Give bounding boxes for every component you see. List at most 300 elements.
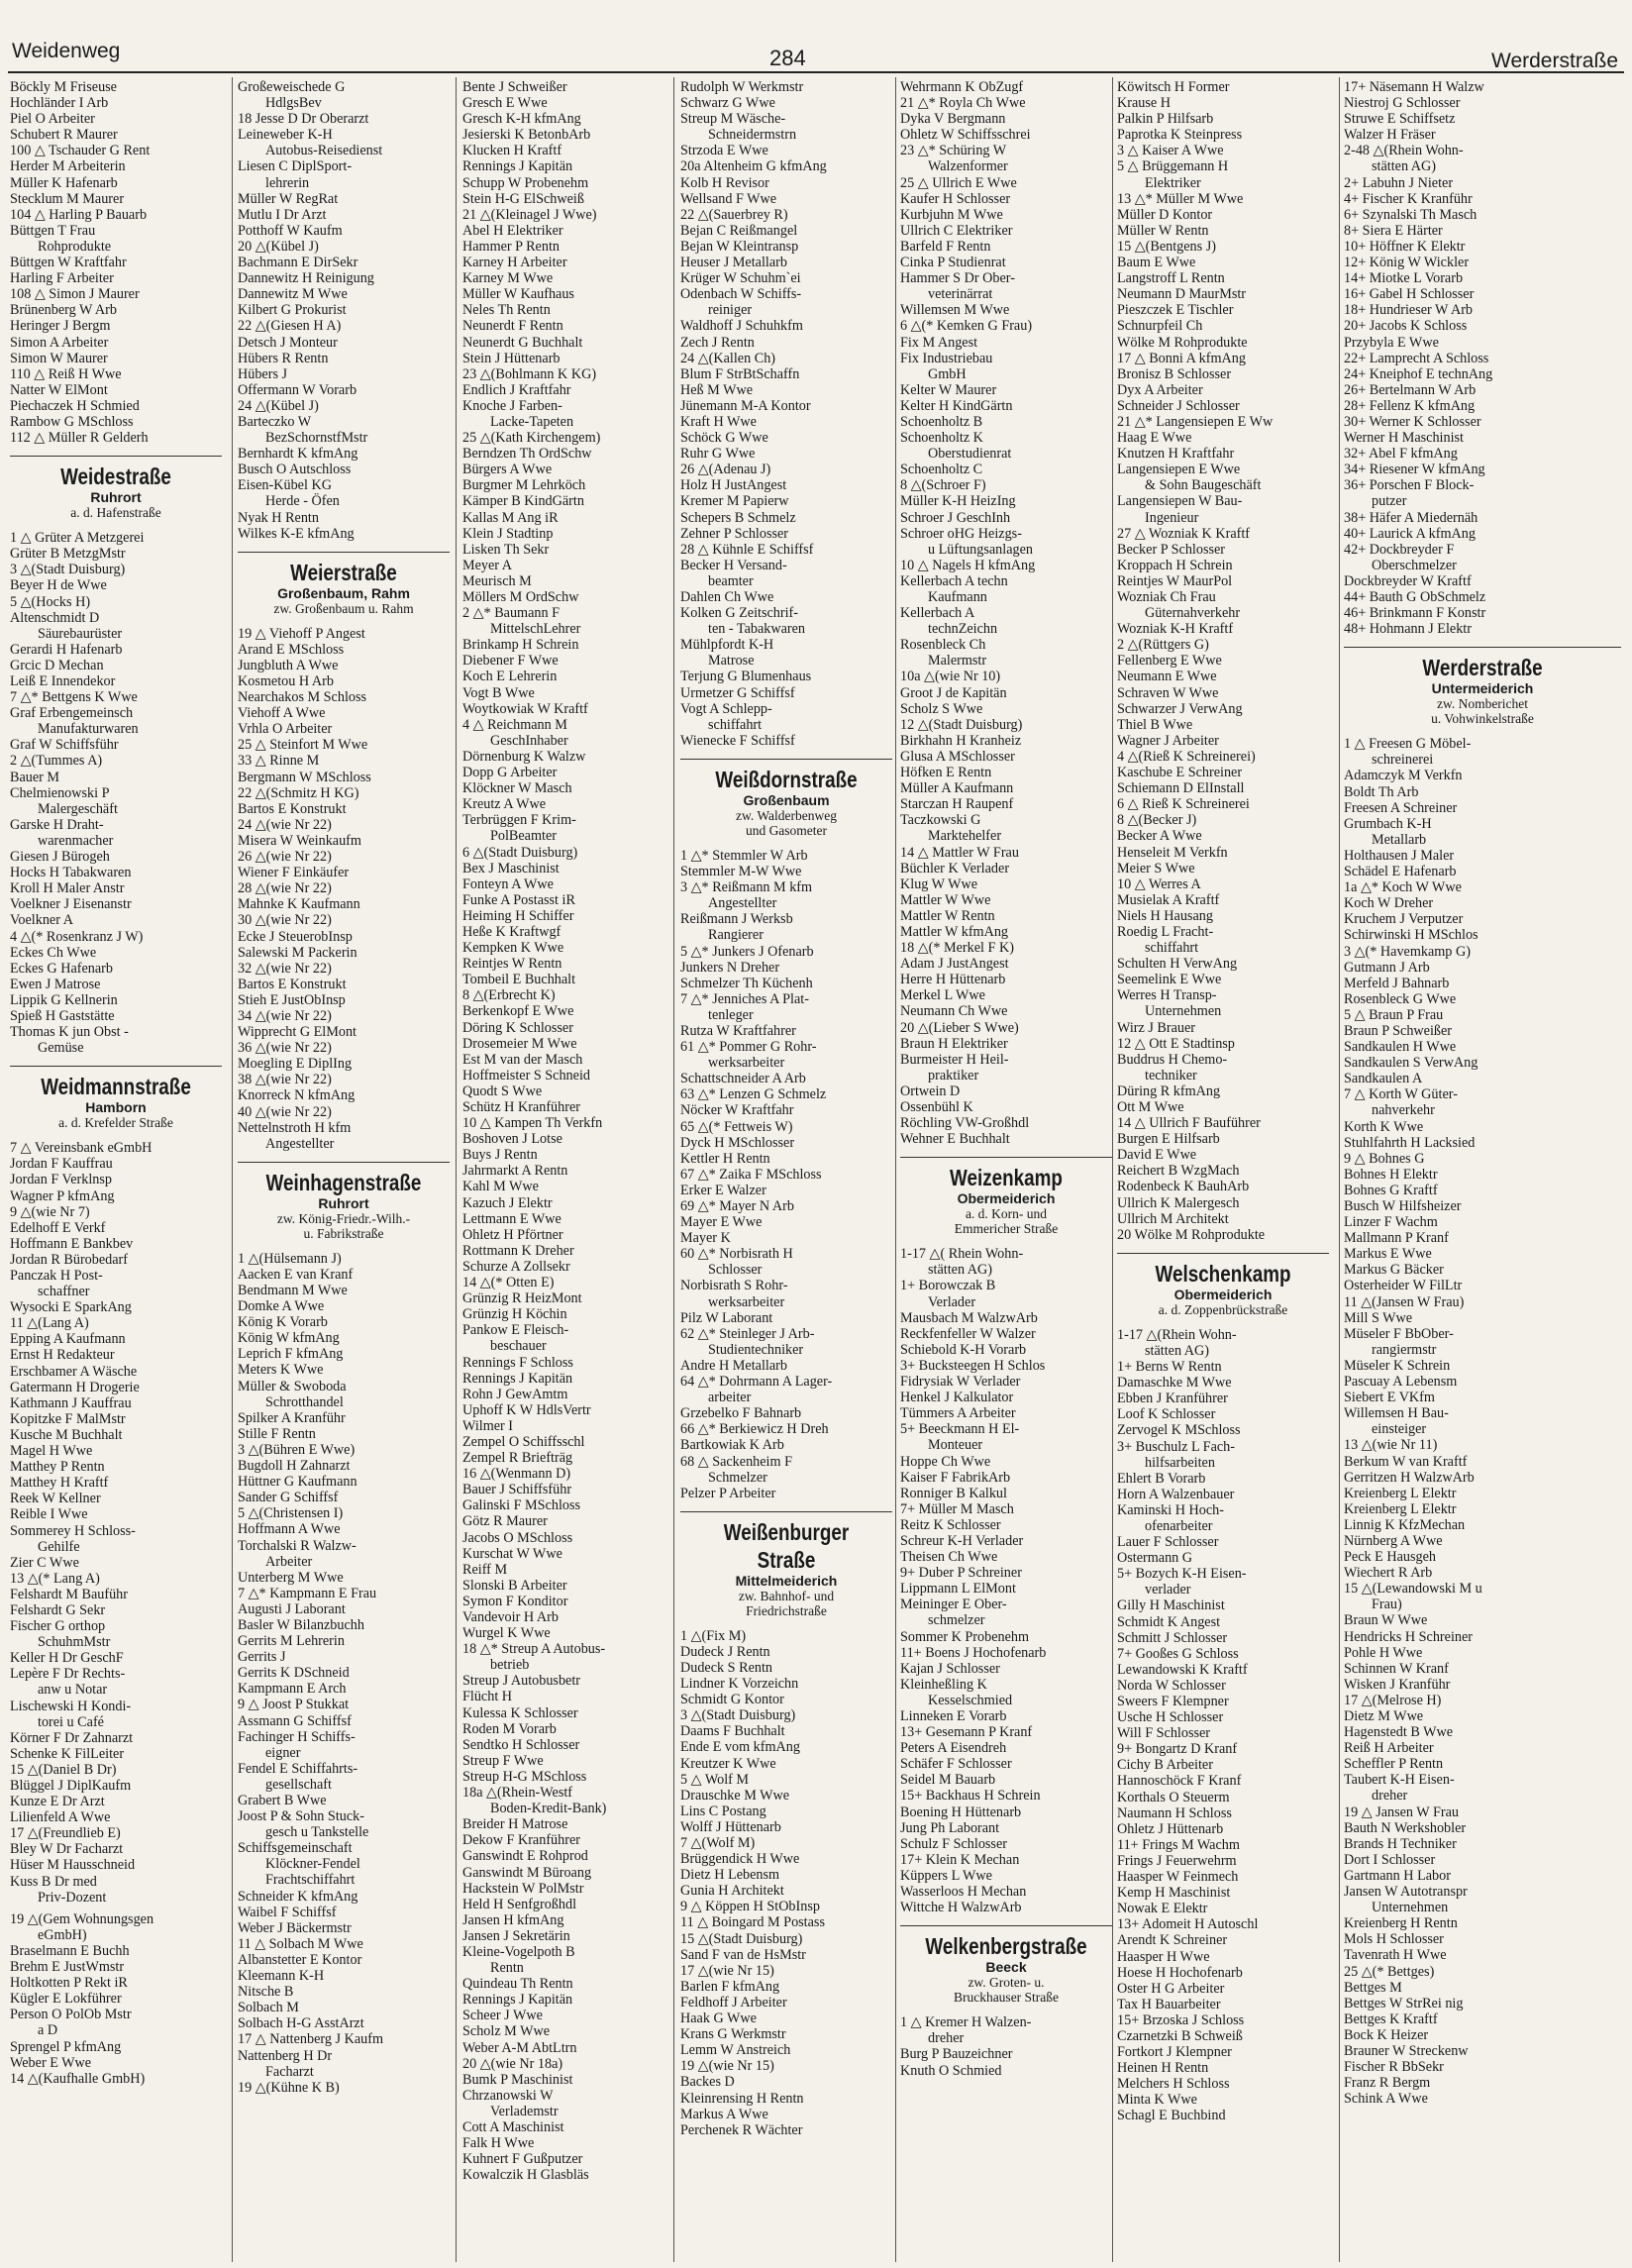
directory-entry: Bürgers A Wwe <box>462 462 553 478</box>
directory-entry: Merkel L Wwe <box>900 987 985 1004</box>
directory-entry: anw u Notar <box>38 1682 108 1699</box>
directory-entry: Markus G Bäcker <box>1344 1262 1444 1279</box>
directory-entry: Bernhardt K kfmAng <box>238 446 358 463</box>
directory-entry: 1 △ Grüter A Metzgerei <box>10 530 145 547</box>
directory-entry: Est M van der Masch <box>462 1051 583 1068</box>
street-heading <box>900 1157 1112 1242</box>
directory-entry: Knutzen H Kraftfahr <box>1117 446 1235 463</box>
directory-entry: Domke A Wwe <box>238 1298 325 1315</box>
directory-entry: Hackstein W PolMstr <box>462 1880 584 1897</box>
directory-entry: Großeweischede G <box>238 79 346 95</box>
running-head-left: Weidenweg <box>12 40 121 62</box>
directory-entry: Schiemann D ElInstall <box>1117 780 1245 797</box>
directory-entry: Bettges K Kraftf <box>1344 2010 1438 2027</box>
directory-entry: Bendmann M Wwe <box>238 1283 348 1298</box>
directory-entry: Felshardt M Bauführ <box>10 1586 129 1602</box>
directory-entry: Hammer S Dr Ober- <box>900 270 1015 287</box>
directory-entry: 13+ Gesemann P Kranf <box>900 1724 1033 1741</box>
directory-entry: Gunia H Architekt <box>680 1883 784 1900</box>
directory-entry: Schiebold K-H Vorarb <box>900 1341 1027 1358</box>
directory-entry: Kleine-Vogelpoth B <box>462 1943 575 1960</box>
directory-entry: Schulz F Schlosser <box>900 1835 1007 1852</box>
directory-entry: Neumann Ch Wwe <box>900 1003 1008 1020</box>
directory-entry: 5+ Beeckmann H El- <box>900 1421 1020 1438</box>
directory-entry: Voelkner A <box>10 912 73 929</box>
street-location: zw. Bahnhof- und <box>738 1588 835 1603</box>
directory-entry: 42+ Dockbreyder F <box>1344 541 1455 558</box>
directory-entry: 38+ Häfer A Miedernäh <box>1344 509 1479 526</box>
directory-entry: 13 △(wie Nr 11) <box>1344 1437 1438 1454</box>
directory-entry: Boldt Th Arb <box>1344 783 1419 800</box>
street-name: Welkenbergstraße <box>925 1933 1087 1960</box>
directory-entry: 100 △ Tschauder G Rent <box>10 143 151 159</box>
directory-entry: Krause H <box>1117 95 1171 112</box>
directory-entry: Knuth O Schmied <box>900 2062 1002 2079</box>
directory-entry: Nyak H Rentn <box>238 509 319 526</box>
directory-entry: Marktehelfer <box>928 828 1002 845</box>
directory-entry: nahverkehr <box>1372 1102 1435 1119</box>
column-divider <box>673 77 674 2262</box>
directory-entry: Terbrüggen F Krim- <box>462 812 576 829</box>
directory-entry: Franz R Bergm <box>1344 2075 1431 2092</box>
directory-entry: 1 △(Fix M) <box>680 1627 747 1644</box>
directory-entry: Kulessa K Schlosser <box>462 1704 578 1721</box>
directory-entry: Rennings J Kapitän <box>462 158 573 175</box>
directory-entry: Rennings J Kapitän <box>462 1992 573 2009</box>
directory-entry: Büchler K Verlader <box>900 860 1010 876</box>
directory-entry: Roedig L Fracht- <box>1117 923 1214 940</box>
directory-entry: Andre H Metallarb <box>680 1357 787 1374</box>
directory-entry: Burgen E Hilfsarb <box>1117 1131 1220 1148</box>
directory-entry: Rangierer <box>708 927 764 944</box>
directory-entry: Bugdoll H Zahnarzt <box>238 1458 351 1475</box>
directory-entry: GeschInhaber <box>490 732 568 749</box>
directory-entry: Wilkes K-E kfmAng <box>238 525 355 542</box>
directory-entry: Kleinrensing H Rentn <box>680 2090 804 2107</box>
directory-entry: Lepère F Dr Rechts- <box>10 1666 126 1683</box>
directory-entry: Glusa A MSchlosser <box>900 748 1015 765</box>
directory-entry: 18+ Hundrieser W Arb <box>1344 302 1474 319</box>
directory-entry: Kowalczik H Glasbläs <box>462 2167 589 2184</box>
directory-entry: Grünzig R HeizMont <box>462 1290 582 1307</box>
directory-entry: Kreienberg L Elektr <box>1344 1485 1457 1501</box>
directory-entry: 11+ Frings M Wachm <box>1117 1836 1240 1853</box>
directory-entry: Jesierski K BetonbArb <box>462 127 591 144</box>
directory-entry: Köwitsch H Former <box>1117 79 1230 95</box>
directory-entry: Hoese H Hochofenarb <box>1117 1964 1243 1981</box>
directory-entry: rangiermstr <box>1372 1341 1437 1358</box>
directory-entry: 11 △(Lang A) <box>10 1315 89 1332</box>
directory-entry: Kettler H Rentn <box>680 1150 770 1167</box>
directory-entry: Schiffsgemeinschaft <box>238 1840 353 1857</box>
directory-entry: Kopitzke F MalMstr <box>10 1410 126 1427</box>
directory-entry: Gerrits M Lehrerin <box>238 1633 345 1650</box>
directory-entry: Müller D Kontor <box>1117 206 1213 223</box>
directory-entry: Jansen J Sekretärin <box>462 1927 570 1944</box>
street-location: Emmericher Straße <box>954 1221 1059 1237</box>
directory-entry: Detsch J Monteur <box>238 334 338 351</box>
directory-entry: Kreienberg L Elektr <box>1344 1500 1457 1517</box>
directory-entry: 10 △ Werres A <box>1117 876 1201 892</box>
directory-entry: 17 △ Nattenberg J Kaufm <box>238 2031 383 2048</box>
directory-entry: Weber E Wwe <box>10 2054 92 2071</box>
directory-entry: Schirwinski H MSchlos <box>1344 927 1479 944</box>
directory-entry: Dort I Schlosser <box>1344 1851 1436 1868</box>
district-name: Ruhrort <box>318 1195 369 1211</box>
directory-entry: Quindeau Th Rentn <box>462 1976 573 1993</box>
directory-entry: Dudeck S Rentn <box>680 1659 772 1676</box>
directory-entry: Erker E Walzer <box>680 1182 766 1198</box>
directory-entry: Matthey P Rentn <box>10 1459 105 1476</box>
directory-entry: Stemmler M-W Wwe <box>680 864 802 880</box>
directory-entry: 13 △(* Lang A) <box>10 1570 100 1587</box>
directory-entry: 25 △(Kath Kirchengem) <box>462 430 601 447</box>
directory-entry: eigner <box>265 1744 301 1761</box>
directory-entry: Zech J Rentn <box>680 334 755 351</box>
district-name: Obermeiderich <box>1173 1287 1273 1302</box>
directory-entry: Ewen J Matrose <box>10 976 101 992</box>
directory-entry: Tümmers A Arbeiter <box>900 1405 1016 1422</box>
directory-entry: 1-17 △( Rhein Wohn- <box>900 1246 1024 1263</box>
directory-entry: Röchling VW-Großhdl <box>900 1115 1030 1132</box>
directory-entry: Malermstr <box>928 653 987 670</box>
directory-entry: Malergeschäft <box>38 800 118 817</box>
directory-entry: Lins C Postang <box>680 1803 766 1819</box>
directory-entry: Blum F StrBtSchaffn <box>680 365 800 382</box>
directory-entry: Rottmann K Dreher <box>462 1242 574 1259</box>
street-name: Weidestraße <box>60 464 171 490</box>
directory-entry: Harling F Arbeiter <box>10 270 114 287</box>
directory-entry: 7 △* Jenniches A Plat- <box>680 990 809 1007</box>
directory-entry: Müller W RegRat <box>238 190 339 207</box>
street-location: a. d. Hafenstraße <box>70 505 161 521</box>
directory-entry: Leiß E Innendekor <box>10 673 116 689</box>
directory-entry: a D <box>38 2022 58 2039</box>
directory-entry: Siebert E VKfm <box>1344 1390 1435 1406</box>
directory-entry: 17 △ Bonni A kfmAng <box>1117 350 1246 366</box>
directory-entry: Assmann G Schiffsf <box>238 1712 352 1729</box>
directory-entry: 5+ Bozych K-H Eisen- <box>1117 1566 1247 1583</box>
directory-entry: Klug W Wwe <box>900 876 978 892</box>
directory-entry: 5 △(Christensen I) <box>238 1505 344 1522</box>
directory-entry: Güternahverkehr <box>1145 605 1241 622</box>
directory-entry: Henkel J Kalkulator <box>900 1390 1014 1406</box>
directory-entry: 18a △(Rhein-Westf <box>462 1785 573 1802</box>
directory-entry: Gresch E Wwe <box>462 95 548 112</box>
district-name: Beeck <box>985 1960 1027 1976</box>
directory-entry: 10 △ Nagels H kfmAng <box>900 557 1036 573</box>
directory-entry: Bock K Heizer <box>1344 2026 1429 2043</box>
directory-entry: Jünemann M-A Kontor <box>680 397 811 414</box>
directory-entry: 21 △* Langensiepen E Ww <box>1117 413 1274 430</box>
street-name: Weinhagenstraße <box>265 1169 422 1195</box>
directory-entry: Gerritzen H WalzwArb <box>1344 1469 1475 1486</box>
directory-entry: Rodenbeck K BauhArb <box>1117 1179 1250 1195</box>
directory-entry: Freesen A Schreiner <box>1344 799 1458 816</box>
directory-entry: Knoche J Farben- <box>462 397 562 414</box>
directory-entry: Hannoschöck F Kranf <box>1117 1773 1242 1790</box>
directory-entry: Fischer R BbSekr <box>1344 2059 1444 2076</box>
directory-entry: Karney H Arbeiter <box>462 255 567 271</box>
directory-entry: 67 △* Zaika F MSchloss <box>680 1166 822 1183</box>
directory-entry: Schoenholtz C <box>900 462 983 478</box>
directory-entry: Rentn <box>490 1960 524 1977</box>
directory-entry: SchuhmMstr <box>38 1634 111 1651</box>
directory-entry: Frau) <box>1372 1597 1402 1613</box>
street-location: zw. Nomberichet <box>1436 696 1529 712</box>
directory-entry: Kremer M Papierw <box>680 493 789 510</box>
directory-entry: 17+ Klein K Mechan <box>900 1851 1020 1868</box>
directory-entry: 17 △(Melrose H) <box>1344 1692 1442 1708</box>
street-location: zw. Groten- u. <box>968 1975 1045 1991</box>
directory-entry: arbeiter <box>708 1390 752 1406</box>
directory-entry: 22 △(Schmitz H KG) <box>238 784 359 801</box>
directory-entry: Offermann W Vorarb <box>238 381 357 398</box>
directory-entry: Ostermann G <box>1117 1550 1193 1567</box>
directory-entry: Reitz K Schlosser <box>900 1516 1001 1533</box>
directory-entry: Mallmann P Kranf <box>1344 1230 1449 1247</box>
directory-entry: Kathmann J Kauffrau <box>10 1394 132 1411</box>
directory-entry: 17 △(Freundlieb E) <box>10 1825 121 1842</box>
directory-entry: Ohletz W Schiffsschrei <box>900 127 1031 144</box>
street-name: Weizenkamp <box>950 1165 1063 1191</box>
directory-entry: 4 △(Rieß K Schreinerei) <box>1117 748 1256 765</box>
directory-entry: 7 △* Bettgens K Wwe <box>10 689 138 706</box>
directory-entry: u Lüftungsanlagen <box>928 541 1033 558</box>
directory-entry: lehrerin <box>265 174 310 191</box>
directory-entry: Person O PolOb Mstr <box>10 2007 132 2023</box>
directory-entry: Boden-Kredit-Bank) <box>490 1801 607 1817</box>
directory-entry: putzer <box>1372 493 1407 510</box>
directory-entry: Linnig K KfzMechan <box>1344 1516 1466 1533</box>
street-heading <box>1117 1253 1329 1323</box>
directory-entry: Theisen Ch Wwe <box>900 1549 998 1566</box>
district-name: Ruhrort <box>90 490 142 506</box>
directory-entry: Kügler E Lokführer <box>10 1991 122 2008</box>
directory-entry: Pohle H Wwe <box>1344 1644 1423 1661</box>
street-name: Welschenkamp <box>1155 1260 1291 1287</box>
directory-entry: Boshoven J Lotse <box>462 1131 562 1148</box>
directory-entry: Büttgen T Frau <box>10 222 96 239</box>
directory-entry: Jansen H kfmAng <box>462 1911 564 1928</box>
directory-entry: Bettges W StrRei nig <box>1344 1995 1464 2011</box>
street-location: a. d. Zoppenbrückstraße <box>1158 1301 1288 1317</box>
directory-entry: Markus E Wwe <box>1344 1246 1432 1263</box>
directory-entry: Fix Industriebau <box>900 350 993 366</box>
directory-entry: Rosenbleck Ch <box>900 637 986 654</box>
column-divider <box>895 77 896 2262</box>
street-name: Werderstraße <box>1422 655 1543 681</box>
directory-entry: Unternehmen <box>1372 1900 1449 1916</box>
directory-entry: Solbach M <box>238 2000 299 2016</box>
directory-entry: Gatermann H Drogerie <box>10 1379 140 1395</box>
directory-entry: Metallarb <box>1372 831 1427 848</box>
directory-entry: 36+ Porschen F Block- <box>1344 477 1475 494</box>
directory-entry: Edelhoff E Verkf <box>10 1219 106 1236</box>
directory-entry: Arand E MSchloss <box>238 641 345 658</box>
directory-entry: Drauschke M Wwe <box>680 1787 790 1804</box>
directory-entry: Gresch K-H kfmAng <box>462 111 581 128</box>
directory-entry: 32 △(wie Nr 22) <box>238 960 332 977</box>
street-name: Weißdornstraße <box>715 766 858 792</box>
directory-entry: Heinen H Rentn <box>1117 2060 1209 2077</box>
directory-entry: Przybyla E Wwe <box>1344 334 1439 351</box>
directory-entry: Kaufmann <box>928 589 987 605</box>
directory-entry: Czarnetzki B Schweiß <box>1117 2027 1243 2044</box>
directory-entry: 14 △(* Otten E) <box>462 1275 555 1291</box>
directory-entry: beamter <box>708 572 754 589</box>
directory-entry: Schurze A Zollsekr <box>462 1258 570 1275</box>
directory-entry: Dannewitz H Reinigung <box>238 270 374 287</box>
directory-entry: 13+ Adomeit H Autoschl <box>1117 1916 1259 1933</box>
directory-entry: Osterheider W FilLtr <box>1344 1278 1463 1294</box>
directory-entry: Schroer oHG Heizgs- <box>900 525 1022 542</box>
directory-entry: beschauer <box>490 1338 547 1355</box>
directory-entry: Hoffmeister S Schneid <box>462 1067 590 1083</box>
directory-entry: Mühlpfordt K-H <box>680 637 774 654</box>
directory-entry: tenleger <box>708 1006 754 1023</box>
directory-entry: Markus A Wwe <box>680 2106 768 2122</box>
directory-entry: 1a △* Koch W Wwe <box>1344 879 1462 896</box>
directory-entry: Rosenbleck G Wwe <box>1344 990 1457 1007</box>
directory-entry: Bohnes H Elektr <box>1344 1166 1438 1183</box>
directory-entry: Dietz H Lebensm <box>680 1867 780 1884</box>
directory-entry: Berndzen Th OrdSchw <box>462 446 592 463</box>
directory-entry: Rudolph W Werkmstr <box>680 79 804 95</box>
directory-entry: Ganswindt E Rohprod <box>462 1848 588 1865</box>
directory-entry: Busch W Hilfsheizer <box>1344 1198 1462 1214</box>
directory-entry: 17 △(wie Nr 15) <box>680 1962 774 1979</box>
directory-entry: eGmbH) <box>38 1926 87 1943</box>
directory-entry: dreher <box>928 2030 965 2047</box>
directory-entry: Schwarz G Wwe <box>680 95 775 112</box>
directory-entry: 48+ Hohmann J Elektr <box>1344 621 1472 638</box>
directory-entry: Mill S Wwe <box>1344 1309 1413 1326</box>
directory-entry: veterinärrat <box>928 286 993 303</box>
district-name: Hamborn <box>85 1100 147 1116</box>
directory-entry: 3 △(* Havemkamp G) <box>1344 943 1471 960</box>
directory-entry: Autobus-Reisedienst <box>265 143 383 159</box>
directory-entry: Stein H-G ElSchweiß <box>462 190 584 207</box>
directory-entry: Hochländer I Arb <box>10 95 109 112</box>
directory-entry: Heß M Wwe <box>680 381 754 398</box>
directory-entry: Lemm W Anstreich <box>680 2042 791 2059</box>
directory-entry: Albanstetter E Kontor <box>238 1951 362 1968</box>
directory-entry: Schneidermstrn <box>708 127 797 144</box>
directory-entry: Buddrus H Chemo- <box>1117 1051 1228 1068</box>
directory-entry: 10 △ Kampen Th Verkfn <box>462 1115 603 1132</box>
directory-entry: Will F Schlosser <box>1117 1725 1211 1742</box>
directory-entry: Becker H Versand- <box>680 557 787 573</box>
directory-entry: Dörnenburg K Walzw <box>462 748 586 765</box>
directory-entry: 21 △(Kleinagel J Wwe) <box>462 206 597 223</box>
directory-entry: Facharzt <box>265 2063 314 2080</box>
directory-entry: Erschbamer A Wäsche <box>10 1363 138 1380</box>
directory-entry: Bente J Schweißer <box>462 79 567 95</box>
directory-entry: 3 △ Kaiser A Wwe <box>1117 143 1224 159</box>
directory-entry: Gerrits K DSchneid <box>238 1665 350 1682</box>
directory-entry: 1-17 △(Rhein Wohn- <box>1117 1326 1237 1343</box>
directory-entry: Haak G Wwe <box>680 2010 757 2027</box>
header-rule <box>8 71 1624 73</box>
directory-entry: Dietz M Wwe <box>1344 1708 1424 1724</box>
directory-entry: 40+ Laurick A kfmAng <box>1344 525 1476 542</box>
directory-entry: 11+ Boens J Hochofenarb <box>900 1644 1047 1661</box>
directory-entry: Sommer K Probenehm <box>900 1628 1030 1645</box>
directory-entry: Grabert B Wwe <box>238 1793 327 1808</box>
directory-entry: 26+ Bertelmann W Arb <box>1344 381 1477 398</box>
directory-entry: Dockbreyder W Kraftf <box>1344 572 1472 589</box>
directory-entry: 15+ Backhaus H Schrein <box>900 1788 1041 1804</box>
directory-entry: 30 △(wie Nr 22) <box>238 912 332 929</box>
page-header <box>0 0 1632 72</box>
directory-entry: Becker P Schlosser <box>1117 541 1226 558</box>
directory-entry: Müller K Hafenarb <box>10 174 118 191</box>
directory-entry: Linzer F Wachm <box>1344 1214 1438 1231</box>
directory-entry: 5 △ Wolf M <box>680 1771 750 1788</box>
directory-entry: Werner H Maschinist <box>1344 430 1464 447</box>
street-location: a. d. Krefelder Straße <box>58 1115 173 1131</box>
directory-entry: Kaiser F FabrikArb <box>900 1469 1011 1486</box>
directory-entry: Bauer J Schiffsführ <box>462 1482 572 1498</box>
directory-entry: Oberschmelzer <box>1372 557 1457 573</box>
directory-entry: 3 △* Reißmann M kfm <box>680 879 813 896</box>
directory-entry: 69 △* Mayer N Arb <box>680 1198 794 1214</box>
directory-entry: 16+ Gabel H Schlosser <box>1344 286 1475 303</box>
directory-entry: Schöck G Wwe <box>680 430 768 447</box>
district-name: Großenbaum, Rahm <box>277 585 410 601</box>
directory-entry: Struwe E Schiffsetz <box>1344 111 1456 128</box>
directory-entry: Bartos E Konstrukt <box>238 800 347 817</box>
directory-entry: Lippik G Kellnerin <box>10 991 118 1008</box>
directory-entry: 33 △ Rinne M <box>238 753 320 770</box>
directory-entry: Wozniak Ch Frau <box>1117 589 1216 605</box>
directory-entry: Döring K Schlosser <box>462 1019 573 1036</box>
directory-entry: 68 △ Sackenheim F <box>680 1453 792 1470</box>
directory-entry: Verlademstr <box>490 2103 559 2119</box>
directory-entry: Schupp W Probenehm <box>462 174 589 191</box>
street-location: und Gasometer <box>745 822 828 838</box>
directory-entry: Wagner P kfmAng <box>10 1187 115 1204</box>
directory-entry: Monteuer <box>928 1437 983 1454</box>
directory-entry: Terjung G Blumenhaus <box>680 669 812 685</box>
directory-entry: Eckes G Hafenarb <box>10 960 113 977</box>
directory-entry: Jordan F Verklnsp <box>10 1172 112 1188</box>
directory-entry: 24 △(wie Nr 22) <box>238 816 332 833</box>
directory-entry: 20 △(wie Nr 18a) <box>462 2055 563 2072</box>
directory-entry: 108 △ Simon J Maurer <box>10 286 140 303</box>
directory-entry: Schubert R Maurer <box>10 127 118 144</box>
directory-entry: Zier C Wwe <box>10 1554 79 1571</box>
directory-entry: Frachtschiffahrt <box>265 1872 356 1889</box>
directory-entry: Kahl M Wwe <box>462 1179 539 1195</box>
directory-entry: Norda W Schlosser <box>1117 1677 1226 1694</box>
street-heading <box>680 1511 892 1624</box>
directory-entry: Piel O Arbeiter <box>10 111 95 128</box>
directory-entry: 4+ Fischer K Kranführ <box>1344 190 1473 207</box>
directory-entry: Urmetzer G Schiffsf <box>680 684 795 701</box>
directory-entry: gesch u Tankstelle <box>265 1824 369 1841</box>
directory-entry: 36 △(wie Nr 22) <box>238 1040 332 1057</box>
directory-entry: warenmacher <box>38 832 114 849</box>
directory-entry: Müseler K Schrein <box>1344 1357 1451 1374</box>
directory-entry: Horn A Walzenbauer <box>1117 1486 1235 1502</box>
directory-entry: stätten AG) <box>1145 1342 1210 1359</box>
directory-entry: 19 △(Gem Wohnungsgen <box>10 1910 154 1927</box>
directory-entry: 62 △* Steinleger J Arb- <box>680 1325 815 1342</box>
directory-entry: 4 △(* Rosenkranz J W) <box>10 928 144 945</box>
directory-entry: PolBeamter <box>490 828 557 845</box>
